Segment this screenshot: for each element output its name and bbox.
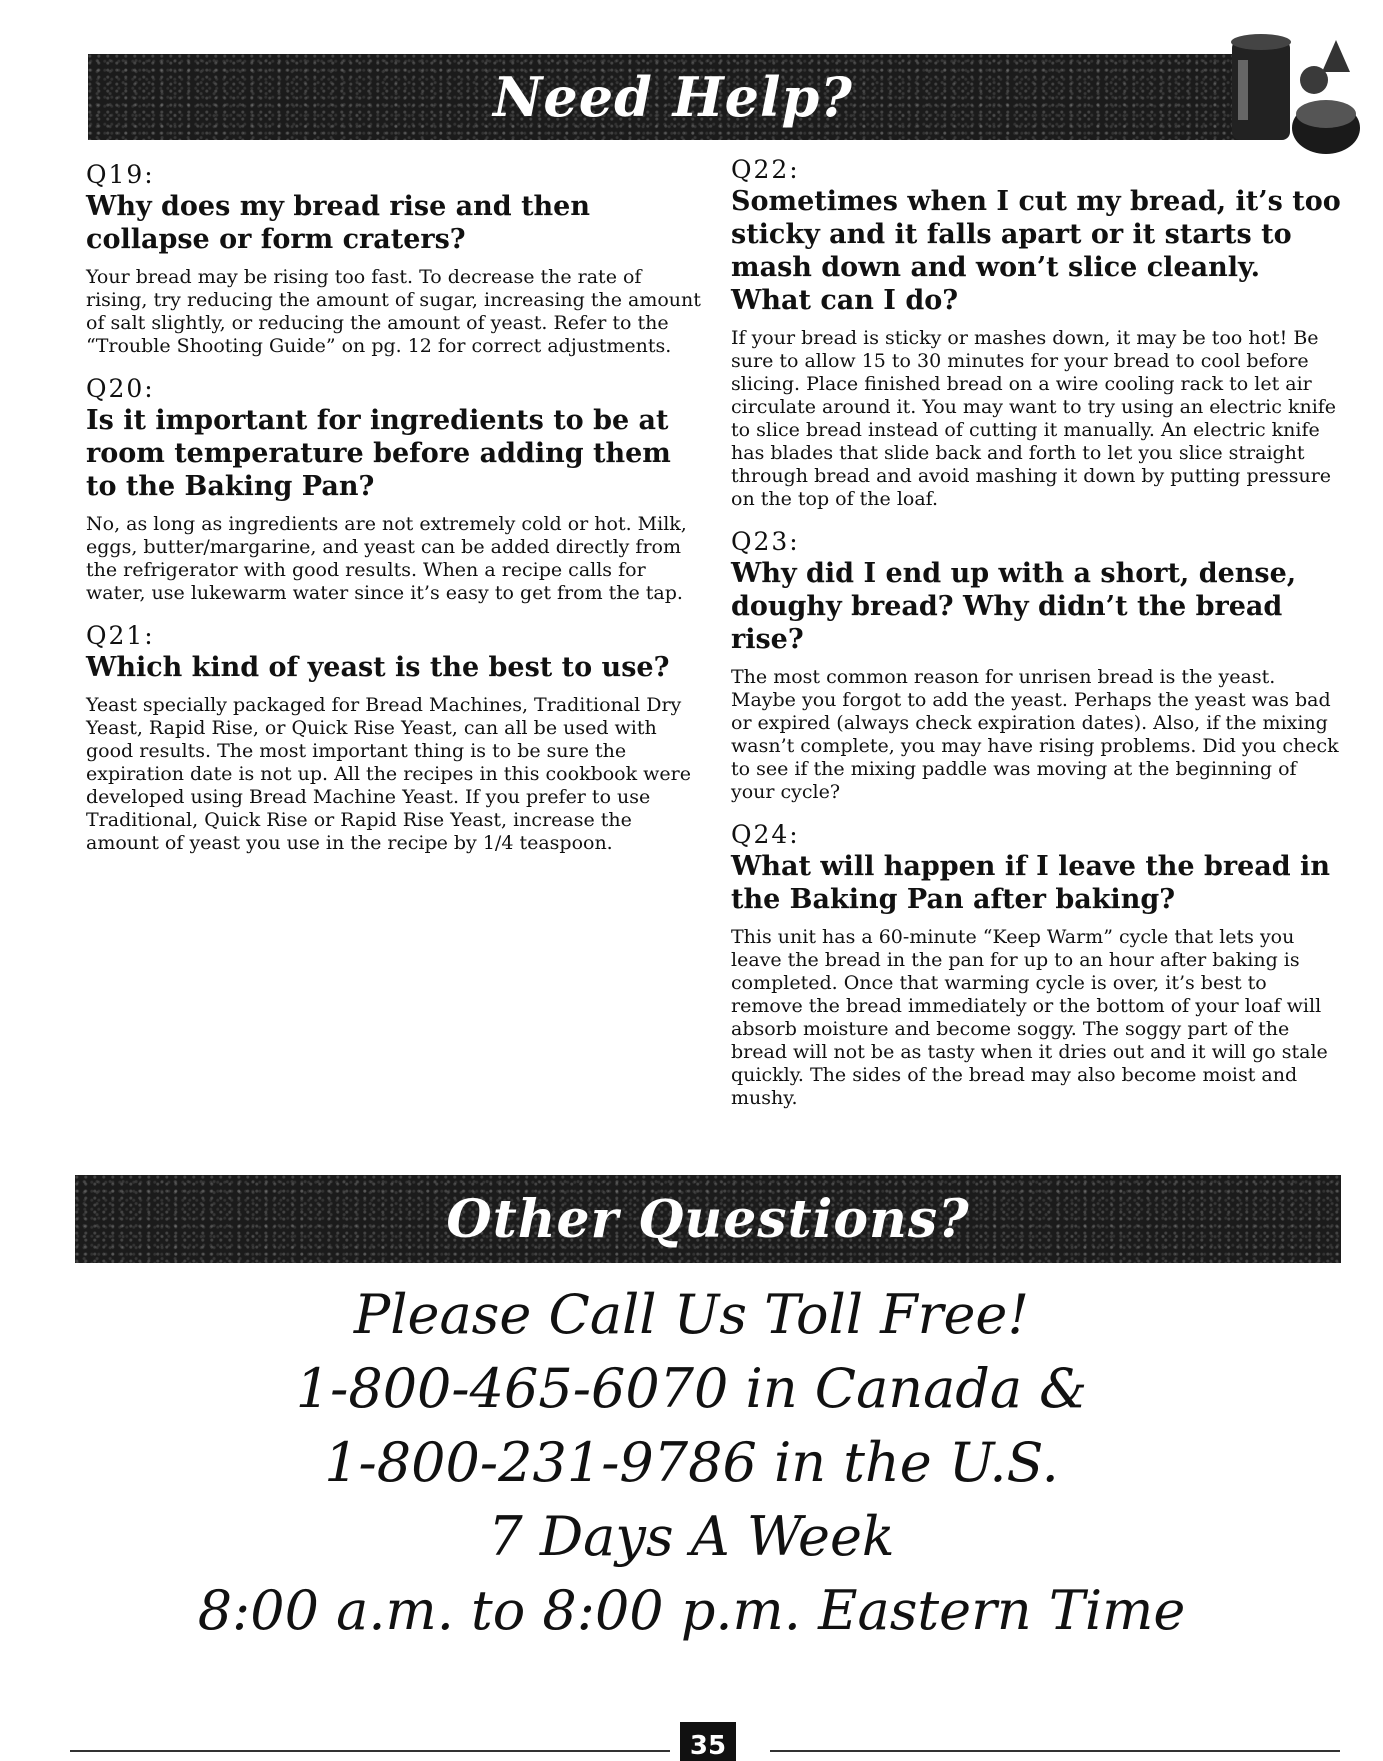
- contact-info: [0, 1278, 1383, 1648]
- hours-line: 8:00 a.m. to 8:00 p.m. Eastern Time: [197, 1579, 1186, 1642]
- footer-rule-right: [770, 1750, 1340, 1752]
- faq-q22: [731, 155, 1341, 511]
- question-number: Q20:: [86, 374, 155, 403]
- us-phone: 1-800-231-9786 in the U.S.: [324, 1431, 1059, 1494]
- canada-phone: 1-800-465-6070 in Canada &: [295, 1357, 1088, 1420]
- answer-text: Your bread may be rising too fast. To decrease the rate of rising, try reducing the amount of sugar, increasing the amount of salt slightly, or reducing the amount of yeast. Refer to the “Trouble Shooting Guide” on pg. 12 for correct adjustments.: [86, 266, 701, 357]
- answer-text: No, as long as ingredients are not extremely cold or hot. Milk, eggs, butter/margarine, and yeast can be added directly from the refrigerator with good results. When a recipe calls for water, use lukewarm water since it’s easy to get from the tap.: [86, 513, 687, 604]
- faq-q24: [731, 820, 1341, 1110]
- faq-q19: [86, 160, 706, 358]
- footer-rule-left: [70, 1750, 670, 1752]
- left-column: [86, 160, 706, 871]
- need-help-title: Need Help?: [493, 65, 853, 129]
- right-column: [731, 155, 1341, 1126]
- question-title: Why does my bread rise and then collapse or form craters?: [86, 191, 590, 255]
- days-line: 7 Days A Week: [488, 1505, 895, 1568]
- need-help-banner: [88, 54, 1258, 140]
- faq-q20: [86, 374, 706, 605]
- question-number: Q19:: [86, 160, 155, 189]
- question-number: Q24:: [731, 820, 800, 849]
- answer-text: Yeast specially packaged for Bread Machines, Traditional Dry Yeast, Rapid Rise, or Quick Rise Yeast, can all be used with good results. The most important thing is to be sure the expiration date is not up. All the recipes in this cookbook were developed using Bread Machine Yeast. If you prefer to use Traditional, Quick Rise or Rapid Rise Yeast, increase the amount of yeast you use in the recipe by 1/4 teaspoon.: [86, 694, 692, 854]
- faq-q21: [86, 621, 706, 855]
- question-number: Q23:: [731, 527, 800, 556]
- toll-free-line: Please Call Us Toll Free!: [353, 1283, 1030, 1346]
- question-title: Sometimes when I cut my bread, it’s too sticky and it falls apart or it starts to mash down and won’t slice cleanly. What can I do?: [731, 186, 1341, 316]
- other-questions-banner: [75, 1175, 1341, 1263]
- other-questions-title: Other Questions?: [446, 1188, 970, 1250]
- answer-text: The most common reason for unrisen bread is the yeast. Maybe you forgot to add the yeast. Perhaps the yeast was bad or expired (always check expiration dates). Also, if the mixing wasn’t complete, you may have rising problems. Did you check to see if the mixing paddle was moving at the beginning of your cycle?: [731, 666, 1339, 803]
- question-title: Why did I end up with a short, dense, doughy bread? Why didn’t the bread rise?: [731, 558, 1297, 655]
- question-number: Q22:: [731, 155, 800, 184]
- page-number: 35: [680, 1722, 736, 1761]
- question-title: Which kind of yeast is the best to use?: [86, 652, 670, 683]
- question-title: Is it important for ingredients to be at room temperature before adding them to the Baking Pan?: [86, 405, 671, 502]
- question-number: Q21:: [86, 621, 155, 650]
- question-title: What will happen if I leave the bread in the Baking Pan after baking?: [731, 851, 1330, 915]
- bread-maker-icon: [1218, 20, 1363, 160]
- answer-text: This unit has a 60-minute “Keep Warm” cycle that lets you leave the bread in the pan for up to an hour after baking is completed. Once that warming cycle is over, it’s best to remove the bread immediately or the bottom of your loaf will absorb moisture and become soggy. The soggy part of the bread will not be as tasty when it dries out and it will go stale quickly. The sides of the bread may also become moist and mushy.: [731, 926, 1328, 1109]
- faq-q23: [731, 527, 1341, 804]
- answer-text: If your bread is sticky or mashes down, it may be too hot! Be sure to allow 15 to 30 minutes for your bread to cool before slicing. Place finished bread on a wire cooling rack to let air circulate around it. You may want to try using an electric knife to slice bread instead of cutting it manually. An electric knife has blades that slide back and forth to let you slice straight through bread and avoid mashing it down by putting pressure on the top of the loaf.: [731, 327, 1337, 510]
